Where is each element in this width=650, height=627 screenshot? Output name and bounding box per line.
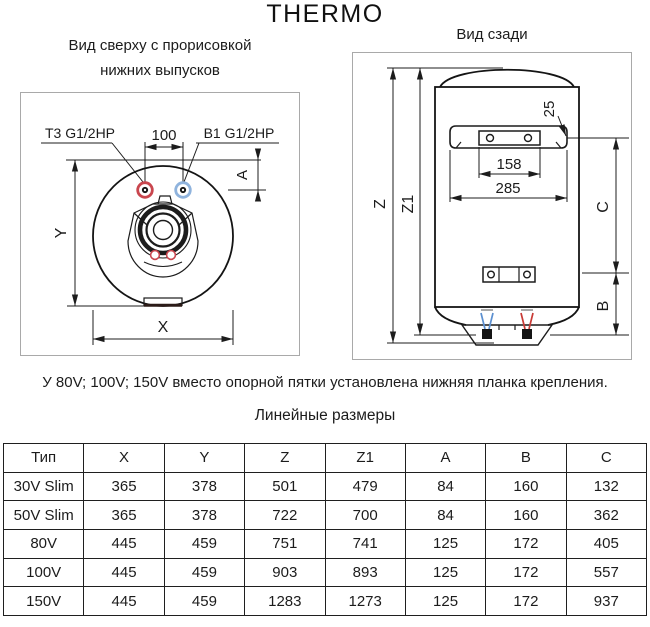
cell: 150V <box>4 587 84 616</box>
cell: 50V Slim <box>4 501 84 530</box>
bracket-width-label: 285 <box>495 180 521 197</box>
col-header-c: C <box>566 444 646 473</box>
cell: 172 <box>486 587 566 616</box>
cell: 125 <box>405 587 485 616</box>
dim-x-label: X <box>157 319 169 336</box>
tank-circle <box>93 166 233 306</box>
rear-view-frame <box>353 53 632 360</box>
cell: 903 <box>245 558 325 587</box>
cell: 479 <box>325 472 405 501</box>
flange-assembly <box>128 196 198 277</box>
rear-view-dimension-lines <box>387 68 629 343</box>
cell: 1273 <box>325 587 405 616</box>
dim-y-label: Y <box>53 227 70 239</box>
col-header-b: B <box>486 444 566 473</box>
support-foot <box>144 298 182 306</box>
cold-inlet-label: В1 G1/2НР <box>203 125 275 141</box>
cell: 100V <box>4 558 84 587</box>
col-header-type: Тип <box>4 444 84 473</box>
bracket-thickness-label: 25 <box>541 100 558 118</box>
cell: 378 <box>164 472 244 501</box>
cell: 1283 <box>245 587 325 616</box>
cell: 132 <box>566 472 646 501</box>
cell: 80V <box>4 530 84 559</box>
cell: 172 <box>486 530 566 559</box>
cell: 405 <box>566 530 646 559</box>
cell: 445 <box>84 558 164 587</box>
cell: 937 <box>566 587 646 616</box>
cell: 365 <box>84 501 164 530</box>
hot-water-port-icon <box>138 183 153 198</box>
cold-water-port-icon <box>176 183 191 198</box>
brand-title: THERMO <box>266 0 384 28</box>
cell: 362 <box>566 501 646 530</box>
cell: 445 <box>84 530 164 559</box>
cell: 459 <box>164 530 244 559</box>
table-row <box>4 501 647 530</box>
cell: 30V Slim <box>4 472 84 501</box>
cell: 557 <box>566 558 646 587</box>
table-row <box>4 587 647 616</box>
cell: 84 <box>405 501 485 530</box>
cell: 459 <box>164 587 244 616</box>
top-view-title-line2: нижних выпусков <box>100 62 220 79</box>
cell: 722 <box>245 501 325 530</box>
cell: 84 <box>405 472 485 501</box>
cell: 501 <box>245 472 325 501</box>
cell: 172 <box>486 558 566 587</box>
holes-spacing-label: 158 <box>496 156 522 173</box>
cell: 125 <box>405 530 485 559</box>
dim-a-label: A <box>234 169 251 181</box>
dim-b-label: B <box>595 300 612 312</box>
rear-view-title: Вид сзади <box>456 26 528 43</box>
cell: 125 <box>405 558 485 587</box>
dim-c-label: C <box>595 201 612 213</box>
top-view-title <box>14 33 306 83</box>
col-header-a: A <box>405 444 485 473</box>
table-row <box>4 530 647 559</box>
col-header-y: Y <box>164 444 244 473</box>
table-row <box>4 558 647 587</box>
cell: 378 <box>164 501 244 530</box>
col-header-z1: Z1 <box>325 444 405 473</box>
top-view-title-line1: Вид сверху с прорисовкой <box>68 37 252 54</box>
table-title: Линейные размеры <box>254 407 396 424</box>
lower-mounting-bracket <box>483 267 535 282</box>
table-header-row <box>4 444 647 473</box>
cell: 459 <box>164 558 244 587</box>
dim-z1-label: Z1 <box>400 194 417 214</box>
cell: 751 <box>245 530 325 559</box>
rear-view-diagram <box>352 52 632 360</box>
hot-outlet-label: Т3 G1/2НР <box>44 125 116 141</box>
dimensions-table <box>3 443 647 616</box>
note-text: У 80V; 100V; 150V вместо опорной пятки установлена нижняя планка крепления. <box>42 374 608 391</box>
cell: 160 <box>486 501 566 530</box>
cell: 365 <box>84 472 164 501</box>
cell: 741 <box>325 530 405 559</box>
top-view-diagram <box>20 92 300 356</box>
col-header-x: X <box>84 444 164 473</box>
ports-spacing-label: 100 <box>151 127 177 144</box>
cell: 445 <box>84 587 164 616</box>
cell: 893 <box>325 558 405 587</box>
cell: 160 <box>486 472 566 501</box>
col-header-z: Z <box>245 444 325 473</box>
cell: 700 <box>325 501 405 530</box>
table-row <box>4 472 647 501</box>
dim-z-label: Z <box>372 199 389 209</box>
upper-mounting-bracket <box>450 126 567 148</box>
